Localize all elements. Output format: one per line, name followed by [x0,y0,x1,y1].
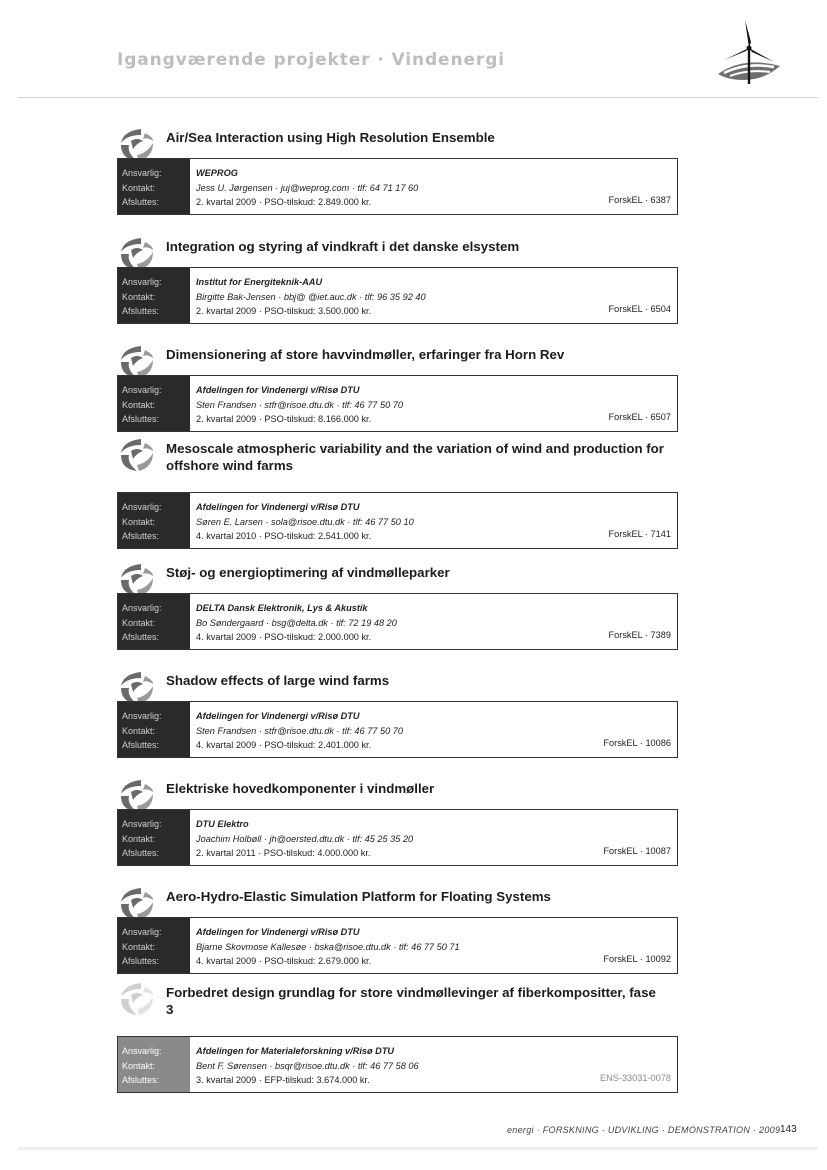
value-column [190,594,677,649]
responsible-organisation: Institut for Energiteknik-AAU [196,277,323,287]
project-title: Elektriske hovedkomponenter i vindmøller [166,781,435,796]
label-responsible: Ansvarlig: [122,385,162,395]
project-reference: ForskEL · 6507 [608,412,671,422]
value-column [190,159,677,214]
value-column [190,376,677,431]
responsible-organisation: DTU Elektro [196,819,249,829]
label-column [118,376,190,431]
project-reference: ForskEL · 6387 [608,195,671,205]
wind-swirl-icon [117,981,155,1017]
contact-details: Bjarne Skovmose Kallesøe · bska@risoe.dtu.dk · tlf: 46 77 50 71 [196,941,460,952]
responsible-organisation: Afdelingen for Vindenergi v/Risø DTU [196,502,360,512]
label-completion: Afsluttes: [122,197,160,207]
completion-and-grant: 2. kvartal 2009 · PSO-tilskud: 2.849.000 kr. [196,197,372,207]
completion-and-grant: 4. kvartal 2010 · PSO-tilskud: 2.541.000 kr. [196,531,372,541]
label-contact: Kontakt: [122,516,156,527]
label-column [118,1037,190,1092]
project-info-box [117,158,678,215]
project-entry [117,346,678,432]
label-contact: Kontakt: [122,833,156,844]
label-completion: Afsluttes: [122,632,160,642]
label-responsible: Ansvarlig: [122,927,162,937]
label-column [118,594,190,649]
project-entry [117,439,678,549]
label-contact: Kontakt: [122,941,156,952]
contact-details: Bo Søndergaard · bsg@delta.dk · tlf: 72 19 48 20 [196,617,397,628]
project-reference: ForskEL · 7141 [608,529,671,539]
project-title: Aero-Hydro-Elastic Simulation Platform for Floating Systems [166,889,551,904]
project-heading [117,983,678,1017]
label-responsible: Ansvarlig: [122,1046,162,1056]
project-heading [117,439,678,473]
label-contact: Kontakt: [122,725,156,736]
label-column [118,810,190,865]
value-column [190,493,677,548]
label-responsible: Ansvarlig: [122,603,162,613]
project-reference: ForskEL · 10087 [603,846,671,856]
project-entry [117,888,678,974]
value-column [190,702,677,757]
label-column [118,918,190,973]
project-info-box [117,593,678,650]
project-reference: ForskEL · 10086 [603,738,671,748]
label-column [118,493,190,548]
completion-and-grant: 4. kvartal 2009 · PSO-tilskud: 2.000.000 kr. [196,632,372,642]
footer-text: energi · FORSKNING · UDVIKLING · DEMONSTRATION · 2009 [507,1125,781,1135]
label-completion: Afsluttes: [122,848,160,858]
contact-details: Sten Frandsen · stfr@risoe.dtu.dk · tlf: 46 77 50 70 [196,399,403,410]
completion-and-grant: 4. kvartal 2009 · PSO-tilskud: 2.401.000 kr. [196,740,372,750]
label-responsible: Ansvarlig: [122,277,162,287]
project-info-box [117,267,678,324]
project-info-box [117,809,678,866]
wind-swirl-icon [117,437,155,473]
completion-and-grant: 2. kvartal 2009 · PSO-tilskud: 8.166.000 kr. [196,414,372,424]
label-responsible: Ansvarlig: [122,168,162,178]
responsible-organisation: Afdelingen for Vindenergi v/Risø DTU [196,927,360,937]
project-reference: ForskEL · 6504 [608,304,671,314]
contact-details: Birgitte Bak-Jensen · bbj@ @iet.auc.dk · tlf: 96 35 92 40 [196,291,426,302]
footer-divider [18,1147,818,1150]
value-column [190,268,677,323]
label-completion: Afsluttes: [122,531,160,541]
responsible-organisation: WEPROG [196,168,238,178]
label-contact: Kontakt: [122,399,156,410]
label-contact: Kontakt: [122,1060,156,1071]
project-title: Shadow effects of large wind farms [166,673,390,688]
label-responsible: Ansvarlig: [122,502,162,512]
label-completion: Afsluttes: [122,414,160,424]
project-entry [117,564,678,650]
label-responsible: Ansvarlig: [122,711,162,721]
project-title: Forbedret design grundlag for store vindmøllevinger af fiberkompositter, fase 3 [166,985,656,1017]
label-completion: Afsluttes: [122,1075,160,1085]
contact-details: Bent F. Sørensen · bsqr@risoe.dtu.dk · tlf: 46 77 58 06 [196,1060,419,1071]
label-column [118,268,190,323]
label-completion: Afsluttes: [122,306,160,316]
project-info-box [117,375,678,432]
project-entry [117,780,678,866]
project-info-box [117,917,678,974]
responsible-organisation: Afdelingen for Materialeforskning v/Risø DTU [196,1046,395,1056]
value-column [190,810,677,865]
project-info-box [117,701,678,758]
responsible-organisation: DELTA Dansk Elektronik, Lys & Akustik [196,603,368,613]
project-info-box [117,492,678,549]
label-contact: Kontakt: [122,182,156,193]
completion-and-grant: 3. kvartal 2009 · EFP-tilskud: 3.674.000 kr. [196,1075,370,1085]
contact-details: Joachim Holbøll · jh@oersted.dtu.dk · tlf: 45 25 35 20 [196,833,414,844]
contact-details: Jess U. Jørgensen · juj@weprog.com · tlf: 64 71 17 60 [196,182,419,193]
responsible-organisation: Afdelingen for Vindenergi v/Risø DTU [196,711,360,721]
value-column [190,1037,677,1092]
label-completion: Afsluttes: [122,956,160,966]
label-responsible: Ansvarlig: [122,819,162,829]
responsible-organisation: Afdelingen for Vindenergi v/Risø DTU [196,385,360,395]
project-reference: ForskEL · 7389 [608,630,671,640]
contact-details: Sten Frandsen · stfr@risoe.dtu.dk · tlf: 46 77 50 70 [196,725,403,736]
project-entry [117,983,678,1093]
project-title: Mesoscale atmospheric variability and the variation of wind and production for offshore wind farms [166,441,664,473]
completion-and-grant: 2. kvartal 2009 · PSO-tilskud: 3.500.000 kr. [196,306,372,316]
completion-and-grant: 2. kvartal 2011 · PSO-tilskud: 4.000.000 kr. [196,848,371,858]
label-column [118,702,190,757]
contact-details: Søren E. Larsen · sola@risoe.dtu.dk · tlf: 46 77 50 10 [196,516,414,527]
project-reference: ForskEL · 10092 [603,954,671,964]
page-number: 143 [780,1124,797,1135]
project-title: Dimensionering af store havvindmøller, erfaringer fra Horn Rev [166,347,565,362]
header-divider [18,97,818,98]
project-info-box [117,1036,678,1093]
project-title: Air/Sea Interaction using High Resolution Ensemble [166,130,495,145]
label-contact: Kontakt: [122,291,156,302]
page-title: Igangværende projekter · Vindenergi [117,50,505,70]
value-column [190,918,677,973]
label-completion: Afsluttes: [122,740,160,750]
project-title: Integration og styring af vindkraft i det danske elsystem [166,239,520,254]
completion-and-grant: 4. kvartal 2009 · PSO-tilskud: 2.679.000 kr. [196,956,372,966]
label-contact: Kontakt: [122,617,156,628]
project-entry [117,238,678,324]
project-entry [117,672,678,758]
project-title: Støj- og energioptimering af vindmølleparker [166,565,450,580]
project-reference: ENS-33031-0078 [600,1073,671,1083]
project-entry [117,129,678,215]
wind-turbine-icon [714,18,784,84]
label-column [118,159,190,214]
